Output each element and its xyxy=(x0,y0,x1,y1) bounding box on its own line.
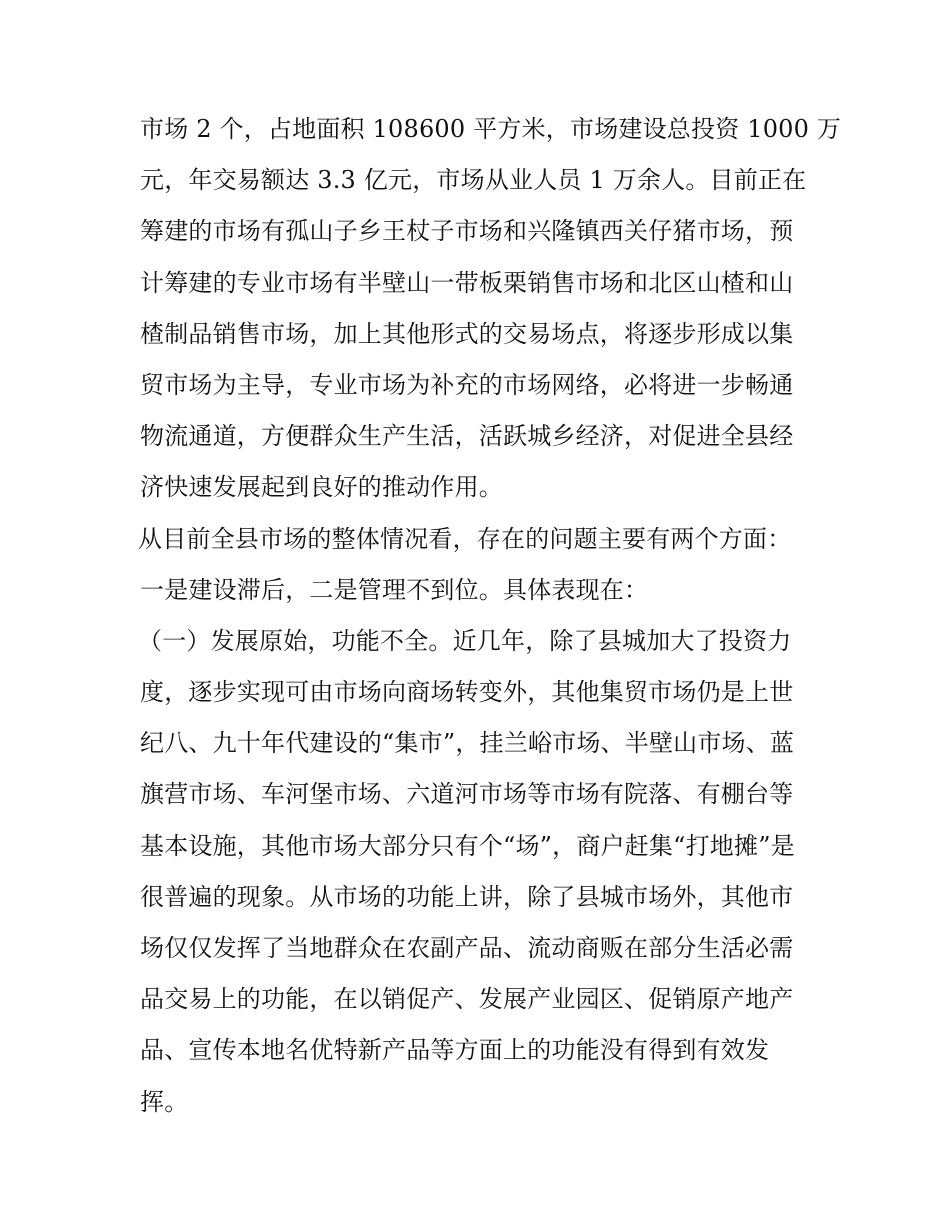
text-line: 元，年交易额达 3.3 亿元，市场从业人员 1 万余人。目前正在 xyxy=(140,166,807,195)
text-line: 计筹建的专业市场有半壁山一带板栗销售市场和北区山楂和山 xyxy=(140,268,794,297)
text-line: 楂制品销售市场，加上其他形式的交易场点，将逐步形成以集 xyxy=(140,319,794,348)
text-line: （一）发展原始，功能不全。近几年，除了县城加大了投资力 xyxy=(138,626,792,655)
text-line: 贸市场为主导，专业市场为补充的市场网络，必将进一步畅通 xyxy=(140,370,794,399)
text-line: 市场 2 个，占地面积 108600 平方米，市场建设总投资 1000 万 xyxy=(140,115,842,143)
text-line: 筹建的市场有孤山子乡王杖子市场和兴隆镇西关仔猪市场，预 xyxy=(140,217,794,246)
text-line: 旗营市场、车河堡市场、六道河市场等市场有院落、有棚台等 xyxy=(140,780,794,809)
text-line: 很普遍的现象。从市场的功能上讲，除了县城市场外，其他市 xyxy=(140,882,794,911)
text-line: 纪八、九十年代建设的“集市”，挂兰峪市场、半壁山市场、蓝 xyxy=(140,729,795,758)
text-line: 挥。 xyxy=(140,1087,189,1116)
text-line: 从目前全县市场的整体情况看，存在的问题主要有两个方面： xyxy=(138,524,792,553)
text-line: 济快速发展起到良好的推动作用。 xyxy=(140,473,503,502)
body-text xyxy=(138,104,842,1128)
text-line: 物流通道，方便群众生产生活，活跃城乡经济，对促进全县经 xyxy=(140,422,794,451)
text-line: 一是建设滞后，二是管理不到位。具体表现在： xyxy=(140,575,649,604)
text-line: 品交易上的功能，在以销促产、发展产业园区、促销原产地产 xyxy=(140,985,794,1014)
text-line: 度，逐步实现可由市场向商场转变外，其他集贸市场仍是上世 xyxy=(140,678,794,707)
text-line: 基本设施，其他市场大部分只有个“场”，商户赶集“打地摊”是 xyxy=(140,831,795,860)
text-line: 品、宣传本地名优特新产品等方面上的功能没有得到有效发 xyxy=(140,1036,770,1065)
text-line: 场仅仅发挥了当地群众在农副产品、流动商贩在部分生活必需 xyxy=(140,934,794,962)
